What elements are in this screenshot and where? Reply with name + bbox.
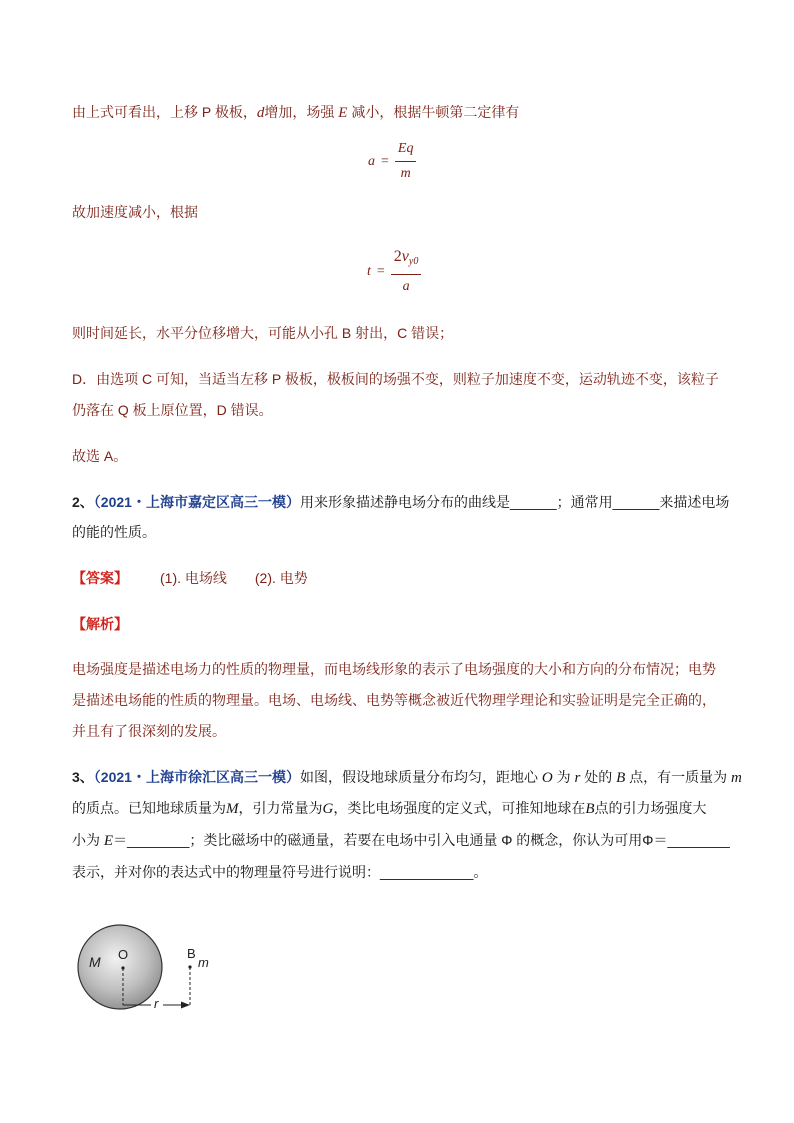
fraction-denominator: m [400,166,411,181]
earth-figure [0,900,260,1025]
question-2-line-2: 的能的性质。 [72,524,156,540]
answer-row [72,568,308,588]
analysis-line-3: 并且有了很深刻的发展。 [72,723,226,739]
text: 减小，根据牛顿第二定律有 [347,104,520,120]
var-g: G [322,801,334,817]
point-mass-label: m [198,955,209,970]
formula-lhs: a [368,153,375,169]
var-b: B [585,801,595,817]
question-3-line-2 [72,798,707,819]
text: 处的 [580,769,617,785]
question-source: （2021・上海市徐汇区高三一模） [93,769,300,785]
formula-acceleration [368,140,416,183]
solution-line-4: D．由选项 C 可知，当适当左移 P 极板，极板间的场强不变，则粒子加速度不变，运动轨迹不变，该粒子 [72,371,719,387]
fraction [395,140,417,183]
formula-lhs: t [367,264,371,279]
solution-line-5: 仍落在 Q 板上原位置，D 错误。 [72,402,273,418]
fraction-numerator: Eq [397,141,414,156]
answer-item-1: (1). 电场线 [160,570,227,586]
text: 如图，假设地球质量分布均匀，距地心 [299,769,542,785]
fraction-denominator: a [402,279,410,294]
formula-equals: = [376,264,385,279]
var-d: d [256,105,265,121]
analysis-label: 【解析】 [72,616,128,632]
distance-label: r [154,996,159,1011]
fraction [391,248,422,296]
point-b-label: B [187,946,196,961]
analysis-line-2: 是描述电场能的性质的物理量。电场、电场线、电势等概念被近代物理学理论和实验证明是完全正确的， [72,692,716,708]
answer-label: 【答案】 [72,570,128,586]
question-3-line-3 [72,830,730,851]
var-e: E [103,833,114,849]
var-o: O [541,770,553,786]
center-label: O [118,947,129,962]
solution-line-1 [72,102,519,123]
question-3-line-1 [72,767,742,788]
var-e: E [338,105,348,121]
text: 点的引力场强度大 [594,800,707,816]
formula-equals: = [381,153,389,169]
answer-item-2: (2). 电势 [254,570,308,586]
var-v: v [401,248,409,265]
text: ，类比电场强度的定义式，可推知地球在 [333,800,586,816]
text: ，引力常量为 [238,800,323,816]
solution-line-2: 故加速度减小，根据 [72,204,198,220]
question-number: 2、 [72,494,94,510]
coefficient: 2 [393,248,402,265]
text: 小为 [72,832,104,848]
text: 的质点。已知地球质量为 [72,800,226,816]
question-2-line-1 [72,492,729,512]
text: 点，有一质量为 [625,769,732,785]
question-text: 用来形象描述静电场分布的曲线是______；通常用______来描述电场 [299,494,730,510]
question-number: 3、 [72,769,94,785]
earth-mass-label: M [89,954,101,970]
text: 由上式可看出，上移 P 极板， [72,104,257,120]
solution-conclusion: 故选 A。 [72,448,128,464]
arrow-head-icon [181,1002,190,1009]
var-b: B [616,770,626,786]
formula-time [367,248,421,296]
var-m-earth: M [226,801,239,817]
text: ＝________；类比磁场中的磁通量，若要在电场中引入电通量 Φ 的概念，你认为可用Φ＝________ [113,832,730,848]
solution-line-3: 则时间延长，水平分位移增大，可能从小孔 B 射出，C 错误； [72,325,454,341]
question-3-line-4: 表示，并对你的表达式中的物理量符号进行说明：____________。 [72,864,488,880]
subscript: y0 [408,256,419,267]
analysis-line-1: 电场强度是描述电场力的性质的物理量，而电场线形象的表示了电场强度的大小和方向的分布情况；电势 [72,661,716,677]
fraction-numerator [391,248,422,274]
question-source: （2021・上海市嘉定区高三一模） [93,494,300,510]
text: 为 [552,769,575,785]
var-r: r [574,770,581,786]
var-m: m [731,770,742,786]
text: 增加，场强 [264,104,339,120]
